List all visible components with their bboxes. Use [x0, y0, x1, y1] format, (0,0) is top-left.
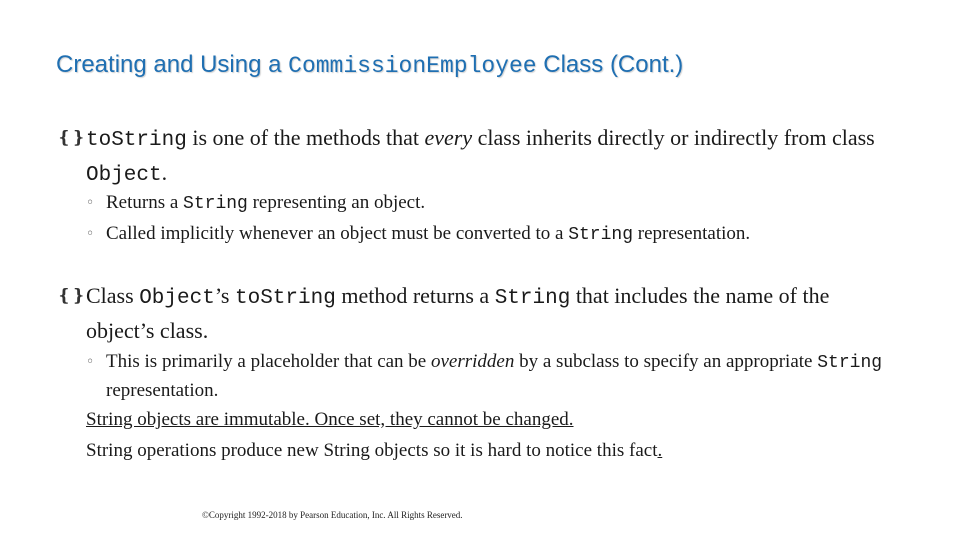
ring-bullet-icon: ◦ — [86, 226, 95, 242]
sub-bullet-placeholder — [86, 348, 906, 405]
title-class-name: CommissionEmployee — [288, 53, 537, 79]
bullet-to-string — [57, 122, 897, 192]
bullet-fragment: that includes the name of the object’s class. — [86, 283, 830, 343]
code-string: String — [183, 194, 248, 214]
curly-brace-bullet-icon: ❴❵ — [57, 128, 86, 148]
code-string: String — [817, 353, 883, 373]
sub-bullet-text — [106, 348, 906, 405]
emphasis-overridden: overridden — [431, 351, 515, 372]
title-suffix: Class (Cont.) — [536, 51, 684, 78]
bullet-object-to-string — [57, 280, 897, 347]
sub-fragment: Returns a — [106, 192, 184, 213]
code-object: Object — [139, 287, 215, 310]
ring-bullet-icon: ◦ — [86, 195, 95, 211]
bullet-fragment: class inherits directly or indirectly from class — [472, 125, 875, 150]
code-to-string: toString — [235, 287, 336, 310]
title-prefix: Creating and Using a — [56, 51, 289, 78]
sub-fragment: representation. — [633, 223, 751, 244]
sub-fragment: This is primarily a placeholder that can be — [106, 351, 431, 372]
sub-bullet-returns-string — [86, 189, 906, 218]
copyright-footer: ©Copyright 1992-2018 by Pearson Education, Inc. All Rights Reserved. — [202, 510, 463, 520]
bullet-fragment: is one of the methods that — [186, 125, 425, 150]
sub-fragment: representation. — [106, 380, 219, 401]
ring-bullet-icon: ◦ — [86, 354, 95, 370]
bullet-fragment: Class — [86, 283, 140, 308]
bullet-fragment: ’s — [214, 283, 235, 308]
code-string: String — [568, 225, 634, 245]
bullet-fragment: method returns a — [335, 283, 495, 308]
bullet-fragment: . — [161, 160, 168, 185]
code-to-string: toString — [86, 129, 187, 152]
note-string-operations — [86, 437, 662, 465]
sub-bullet-text — [106, 220, 906, 249]
sub-bullet-called-implicitly — [86, 220, 906, 249]
bullet-text — [86, 122, 897, 192]
sub-fragment: by a subclass to specify an appropriate — [514, 351, 818, 372]
sub-fragment: Called implicitly whenever an object must be converted to a — [106, 223, 569, 244]
note-text: String operations produce new String objects so it is hard to notice this fact — [86, 440, 658, 461]
emphasis-every: every — [424, 125, 473, 150]
slide-title — [56, 51, 683, 79]
sub-fragment: representing an object. — [247, 192, 426, 213]
bullet-text — [86, 280, 897, 347]
sub-bullet-text — [106, 189, 906, 218]
code-string: String — [494, 287, 571, 310]
note-end-period: . — [657, 440, 663, 461]
note-immutable: String objects are immutable. Once set, they cannot be changed. — [86, 409, 574, 430]
code-object: Object — [86, 164, 162, 187]
curly-brace-bullet-icon: ❴❵ — [57, 286, 86, 306]
